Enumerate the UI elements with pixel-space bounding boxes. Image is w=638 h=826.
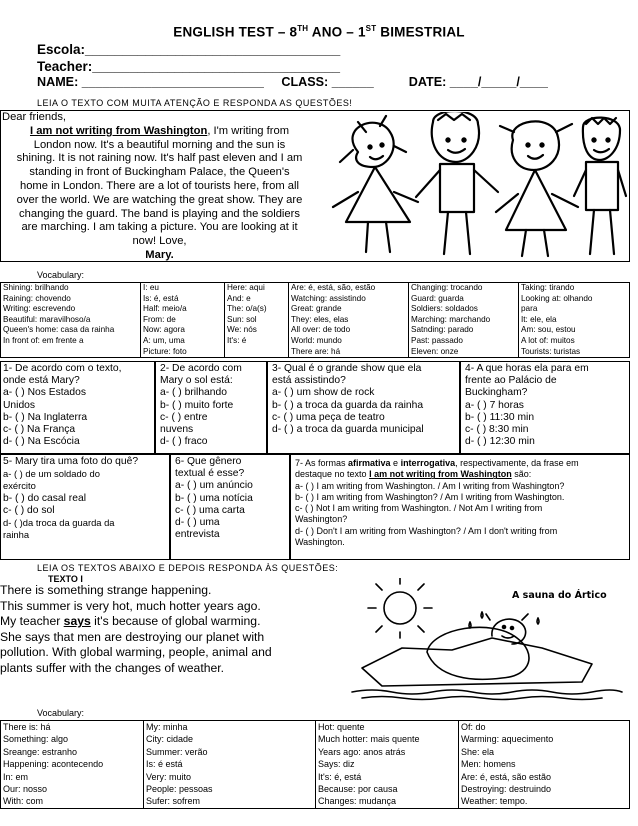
letter-line: London now. It's a beautiful morning and the sun is	[33, 138, 286, 151]
question-6	[170, 454, 290, 560]
title-part: ENGLISH TEST – 8	[173, 24, 298, 40]
title-part: ANO – 1	[308, 24, 366, 40]
question-text: Buckingham?	[465, 387, 528, 399]
vocab-entry: Years ago: anos atrás	[318, 746, 406, 757]
letter-line: now! Love,	[132, 235, 187, 248]
vocab-entry: Is: é está	[146, 759, 183, 770]
text-1-part: My teacher	[0, 614, 64, 629]
vocab-cell	[519, 283, 630, 358]
vocabulary-label: Vocabulary:	[37, 270, 85, 280]
vocab-entry: Summer: verão	[146, 746, 208, 757]
instruction-1: LEIA O TEXTO COM MUITA ATENÇÃO E RESPONDA AS QUESTÕES!	[37, 98, 353, 108]
vocab-entry: And: e	[227, 293, 251, 303]
vocab-cell	[459, 721, 630, 809]
letter-line: are marching. I am taking a picture. You are looking at it	[21, 221, 298, 234]
school-line: Escola:__________________________________	[37, 42, 341, 57]
vocab-cell	[225, 283, 289, 358]
answer-option[interactable]: d- ( ) Na Escócia	[3, 436, 80, 448]
question-3	[267, 361, 460, 454]
vocab-entry: Here: aqui	[227, 283, 265, 292]
question-text: 6- Que gênero	[175, 456, 242, 467]
question-text: Mary o sol está:	[160, 375, 233, 387]
vocab-entry: Great: grande	[291, 304, 342, 314]
answer-option[interactable]: a- ( ) 7 horas	[465, 399, 524, 411]
vocab-entry: Writing: escrevendo	[3, 304, 76, 314]
vocab-entry: Warming: aquecimento	[461, 734, 554, 745]
vocab-entry: Hot: quente	[318, 722, 365, 732]
vocab-entry: Marching: marchando	[411, 314, 491, 324]
vocab-entry: Soldiers: soldados	[411, 304, 478, 314]
vocabulary-table-1	[0, 282, 630, 358]
vocab-entry: Looking at: olhando	[521, 293, 593, 303]
vocab-entry: Destroying: destruindo	[461, 784, 552, 795]
vocab-entry: People: pessoas	[146, 784, 213, 795]
vocab-entry: Half: meio/a	[143, 304, 187, 314]
question-5	[0, 454, 170, 560]
vocab-entry: Says: diz	[318, 759, 355, 770]
letter-line	[0, 125, 319, 139]
text-1-heading: TEXTO I	[48, 574, 83, 584]
vocab-entry: City: cidade	[146, 734, 194, 745]
vocab-entry: Sreange: estranho	[3, 746, 78, 757]
text-1-line	[0, 614, 272, 630]
answer-option[interactable]: c- ( ) Na França	[3, 424, 76, 436]
vocab-entry: The: o/a(s)	[227, 304, 267, 314]
vocab-entry: From: de	[143, 314, 176, 324]
answer-option[interactable]: a- ( ) brilhando	[160, 387, 227, 399]
vocab-entry: It's: é	[227, 335, 247, 345]
vocab-entry: Very: muito	[146, 771, 192, 782]
text-1-line: plants suffer with the changes of weather.	[0, 660, 225, 675]
vocabulary-label: Vocabulary:	[37, 708, 85, 718]
text-1-highlight: says	[63, 614, 91, 629]
title-sup: TH	[297, 24, 309, 33]
answer-option[interactable]: a- ( ) Nos Estados	[3, 387, 86, 399]
question-text: onde está Mary?	[3, 375, 80, 387]
answer-option[interactable]: b- ( ) I am writing from Washington? / Am I writing from Washington.	[295, 491, 565, 502]
vocab-entry: Happening: acontecendo	[3, 759, 104, 770]
q7-text: destaque no texto	[295, 469, 370, 480]
kids-drawing	[328, 112, 628, 260]
vocab-entry: Of: do	[461, 722, 486, 732]
q7-highlight: I am not writing from Washington	[369, 469, 512, 480]
vocab-cell	[316, 721, 459, 809]
vocab-entry: para	[521, 304, 538, 314]
vocab-entry: Weather: tempo.	[461, 796, 528, 807]
letter-signature: Mary.	[145, 248, 174, 261]
title-sup: ST	[365, 24, 377, 33]
q7-text: 7- As formas	[295, 458, 349, 468]
vocab-entry: Beautiful: maravilhoso/a	[3, 314, 91, 324]
text-1-line: This summer is very hot, much hotter years ago.	[0, 598, 261, 613]
vocab-entry: Eleven: onze	[411, 346, 459, 356]
letter-line: changing the guard. The band is playing and the soldiers	[19, 207, 300, 220]
vocab-cell	[289, 283, 409, 358]
text-1-line: She says that men are destroying our planet with	[0, 629, 265, 644]
vocab-entry: Changes: mudança	[318, 796, 397, 807]
answer-option: nuvens	[160, 424, 194, 436]
answer-option[interactable]: a- ( ) um show de rock	[272, 387, 375, 399]
question-2	[155, 361, 267, 454]
vocab-cell	[1, 721, 144, 809]
vocab-cell	[144, 721, 316, 809]
answer-option[interactable]: d- ( ) 12:30 min	[465, 436, 535, 448]
question-text	[295, 458, 625, 469]
vocab-entry: A: um, uma	[143, 335, 185, 345]
vocab-cell	[141, 283, 225, 358]
table-row	[1, 721, 630, 809]
question-text: 2- De acordo com	[160, 363, 242, 374]
vocab-entry: Guard: guarda	[411, 293, 464, 303]
vocab-entry: Past: passado	[411, 335, 463, 345]
vocab-entry: Queen's home: casa da rainha	[3, 325, 115, 335]
answer-option[interactable]: b- ( ) uma notícia	[175, 492, 253, 504]
highlighted-sentence: I am not writing from Washington	[29, 124, 208, 137]
question-text: frente ao Palácio de	[465, 375, 557, 387]
vocab-entry: Men: homens	[461, 759, 516, 770]
answer-option[interactable]: c- ( ) uma peça de teatro	[272, 411, 385, 423]
letter-line: standing in front of Buckingham Palace, the Queen's	[29, 166, 290, 179]
question-1	[0, 361, 155, 454]
vocab-entry: Raining: chovendo	[3, 293, 71, 303]
answer-option[interactable]: b- ( ) muito forte	[160, 399, 234, 411]
letter-line: shining. It is not raining now. It's half past eleven and I am	[16, 152, 303, 165]
answer-option[interactable]: c- ( ) 8:30 min	[465, 424, 529, 436]
vocab-entry: I: eu	[143, 283, 159, 292]
vocab-entry: Because: por causa	[318, 784, 398, 795]
name-class-date-line: NAME: __________________________ CLASS: ______ DATE: ____/_____/____	[37, 75, 548, 89]
vocab-entry: We: nós	[227, 325, 257, 335]
text-1-body	[0, 583, 272, 677]
answer-option[interactable]: c- ( ) entre	[160, 411, 208, 423]
answer-option[interactable]: b- ( ) Na Inglaterra	[3, 411, 88, 423]
vocab-entry: Watching: assistindo	[291, 293, 366, 303]
vocab-entry: There are: há	[291, 346, 341, 356]
question-text: textual é esse?	[175, 468, 245, 480]
vocab-entry: Shining: brilhando	[3, 283, 69, 292]
vocab-entry: Taking: tirando	[521, 283, 575, 292]
text-1-part: it's because of global warming.	[90, 614, 261, 629]
vocab-entry: All over: de todo	[291, 325, 351, 335]
instruction-2: LEIA OS TEXTOS ABAIXO E DEPOIS RESPONDA ÀS QUESTÕES:	[37, 563, 339, 573]
answer-option[interactable]: b- ( ) 11:30 min	[465, 411, 535, 423]
vocab-entry: Are: é, está, são estão	[461, 771, 552, 782]
question-4	[460, 361, 630, 454]
answer-option[interactable]: d- ( ) fraco	[160, 436, 208, 448]
answer-option[interactable]: d- ( )da troca da guarda da	[3, 517, 115, 529]
answer-option[interactable]: d- ( ) Don't I am writing from Washington? / Am I don't writing from	[295, 525, 558, 536]
text-1-line: pollution. With global warming, people, animal and	[0, 645, 272, 660]
letter-line: home in London. There are a lot of tourists here, from all	[19, 179, 299, 192]
answer-option[interactable]: b- ( ) do casal real	[3, 492, 86, 504]
q7-bold: afirmativa	[348, 458, 391, 468]
letter-text	[0, 111, 319, 260]
letter-line-text: , I'm writing from	[207, 124, 290, 137]
q7-text: , respectivamente, da frase em	[455, 458, 579, 468]
answer-option: Washington.	[295, 537, 345, 548]
vocab-entry: There is: há	[3, 722, 51, 732]
answer-option: rainha	[3, 529, 30, 541]
q7-text: e	[390, 458, 401, 468]
vocabulary-table-2	[0, 720, 630, 809]
answer-option[interactable]: b- ( ) a troca da guarda da rainha	[272, 399, 424, 411]
answer-option: Unidos	[3, 399, 36, 411]
vocab-entry: Something: algo	[3, 734, 69, 745]
letter-line: over the world. We are watching the great show. They are	[16, 193, 303, 206]
answer-option[interactable]: c- ( ) Not I am writing from Washington. / Not Am I writing from	[295, 503, 543, 514]
title-part: BIMESTRIAL	[376, 24, 465, 40]
illustration-caption: A sauna do Ártico	[512, 590, 607, 601]
question-7	[290, 454, 630, 560]
text-1-line: There is something strange happening.	[0, 583, 212, 597]
vocab-entry: Are: é, está, são, estão	[291, 283, 376, 292]
vocab-entry: It: ele, ela	[521, 314, 557, 324]
question-text: 1- De acordo com o texto,	[3, 363, 122, 374]
vocab-entry: They: eles, elas	[291, 314, 349, 324]
vocab-entry: It's: é, está	[318, 771, 362, 782]
answer-option[interactable]: c- ( ) do sol	[3, 504, 55, 516]
vocab-cell	[409, 283, 519, 358]
answer-option[interactable]: d- ( ) uma	[175, 517, 220, 529]
vocab-entry: Tourists: turistas	[521, 346, 581, 356]
test-title	[0, 24, 638, 40]
answer-option: Washington?	[295, 514, 348, 525]
question-text: está assistindo?	[272, 375, 346, 387]
answer-option[interactable]: d- ( ) a troca da guarda municipal	[272, 424, 424, 436]
vocab-entry: Our: nosso	[3, 784, 48, 795]
vocab-entry: World: mundo	[291, 335, 342, 345]
question-text	[295, 469, 625, 480]
vocab-entry: Now: agora	[143, 325, 185, 335]
q7-text: são:	[511, 469, 532, 480]
question-text: 3- Qual é o grande show que ela	[272, 363, 422, 374]
vocab-entry: Much hotter: mais quente	[318, 734, 420, 745]
vocab-cell	[1, 283, 141, 358]
vocab-entry: In: em	[3, 771, 29, 782]
vocab-entry: Am: sou, estou	[521, 325, 576, 335]
vocab-entry: Sun: sol	[227, 314, 257, 324]
answer-option[interactable]: a- ( ) um anúncio	[175, 480, 253, 492]
answer-option: entrevista	[175, 529, 220, 541]
table-row	[1, 283, 630, 358]
answer-option[interactable]: c- ( ) uma carta	[175, 504, 245, 516]
vocab-entry: Changing: trocando	[411, 283, 483, 292]
vocab-entry: My: minha	[146, 722, 188, 732]
answer-option: exército	[3, 480, 36, 492]
teacher-line: Teacher:_________________________________	[37, 59, 341, 74]
vocab-entry: Picture: foto	[143, 346, 187, 356]
vocab-entry: A lot of: muitos	[521, 335, 575, 345]
vocab-entry: With: com	[3, 796, 44, 807]
letter-greeting: Dear friends,	[2, 111, 67, 123]
answer-option[interactable]: a- ( ) de um soldado do	[3, 468, 100, 480]
vocab-entry: In front of: em frente a	[3, 335, 84, 345]
question-text: 5- Mary tira uma foto do quê?	[3, 456, 139, 467]
answer-option[interactable]: a- ( ) I am writing from Washington. / Am I writing from Washington?	[295, 480, 565, 491]
vocab-entry: Is: é, está	[143, 293, 179, 303]
vocab-entry: Satnding: parado	[411, 325, 474, 335]
vocab-entry: Sufer: sofrem	[146, 796, 201, 807]
q7-bold: interrogativa	[400, 458, 456, 468]
question-text: 4- A que horas ela para em	[465, 363, 589, 374]
vocab-entry: She: ela	[461, 746, 495, 757]
